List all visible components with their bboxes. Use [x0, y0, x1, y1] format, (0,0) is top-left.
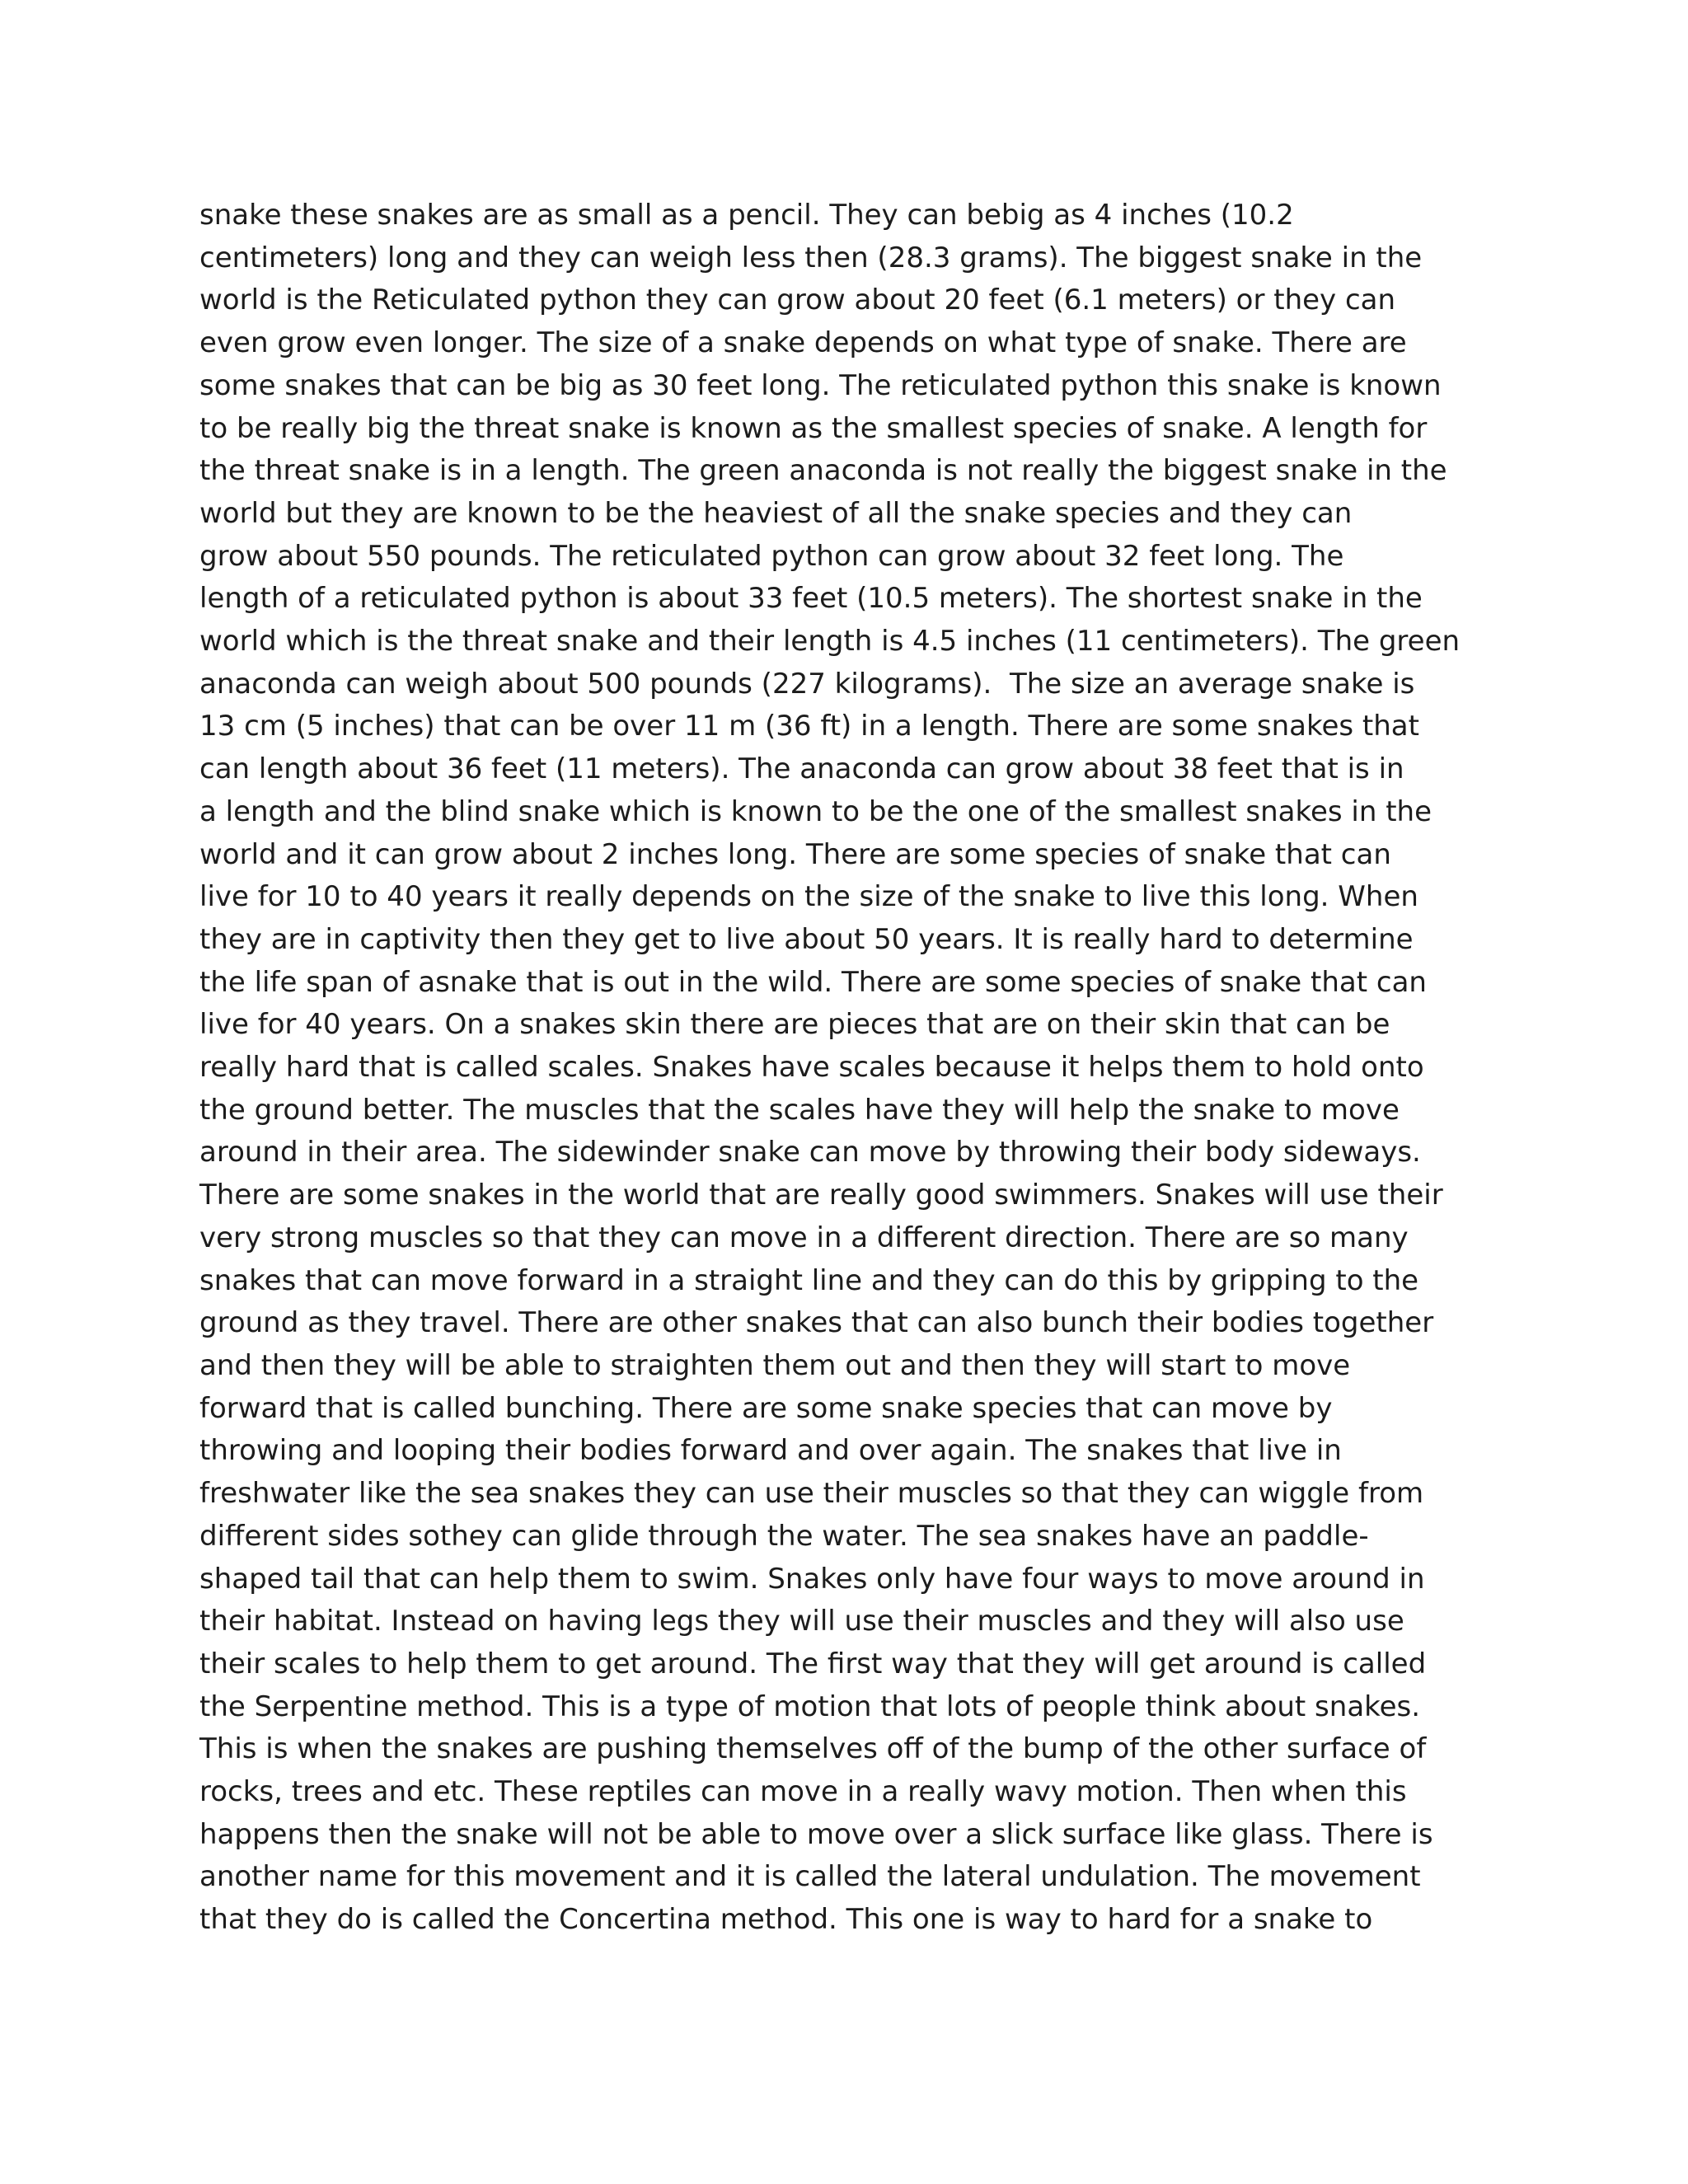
- text-line: different sides sothey can glide through the water. The sea snakes have an paddle-: [199, 1519, 1369, 1553]
- text-line: world but they are known to be the heaviest of all the snake species and they can: [199, 496, 1353, 530]
- text-line: around in their area. The sidewinder snake can move by throwing their body sideways.: [199, 1136, 1421, 1169]
- text-line: centimeters) long and they can weigh less then (28.3 grams). The biggest snake in the: [199, 241, 1423, 274]
- text-line: shaped tail that can help them to swim. Snakes only have four ways to move around in: [199, 1562, 1425, 1596]
- text-line: very strong muscles so that they can move in a different direction. There are so many: [199, 1221, 1409, 1254]
- text-line: freshwater like the sea snakes they can use their muscles so that they can wiggle from: [199, 1477, 1424, 1511]
- text-line: snakes that can move forward in a straight line and they can do this by gripping to the: [199, 1263, 1419, 1297]
- text-line: snake these snakes are as small as a pencil. They can bebig as 4 inches (10.2: [199, 199, 1294, 232]
- text-line: they are in captivity then they get to live about 50 years. It is really hard to determine: [199, 922, 1414, 956]
- text-line: can length about 36 feet (11 meters). The anaconda can grow about 38 feet that is in: [199, 752, 1404, 786]
- text-line: length of a reticulated python is about 33 feet (10.5 meters). The shortest snake in the: [199, 582, 1423, 616]
- text-line: world is the Reticulated python they can grow about 20 feet (6.1 meters) or they can: [199, 284, 1396, 317]
- text-line: There are some snakes in the world that are really good swimmers. Snakes will use their: [199, 1179, 1443, 1212]
- text-line: live for 10 to 40 years it really depends on the size of the snake to live this long. When: [199, 880, 1418, 914]
- text-line: live for 40 years. On a snakes skin there are pieces that are on their skin that can be: [199, 1008, 1390, 1042]
- text-line: to be really big the threat snake is known as the smallest species of snake. A length for: [199, 411, 1428, 445]
- text-line: the Serpentine method. This is a type of motion that lots of people think about snakes.: [199, 1690, 1421, 1723]
- text-line: even grow even longer. The size of a snake depends on what type of snake. There are: [199, 326, 1407, 360]
- text-line: another name for this movement and it is called the lateral undulation. The movement: [199, 1860, 1421, 1894]
- text-line: that they do is called the Concertina method. This one is way to hard for a snake to: [199, 1903, 1373, 1937]
- text-line: grow about 550 pounds. The reticulated python can grow about 32 feet long. The: [199, 539, 1344, 573]
- text-line: the life span of asnake that is out in the wild. There are some species of snake that can: [199, 965, 1427, 999]
- text-line: world and it can grow about 2 inches long. There are some species of snake that can: [199, 837, 1391, 871]
- body-paragraph: [199, 194, 1518, 1942]
- text-line: This is when the snakes are pushing themselves off of the bump of the other surface of: [199, 1732, 1427, 1766]
- text-line: some snakes that can be big as 30 feet long. The reticulated python this snake is known: [199, 368, 1442, 402]
- text-line: world which is the threat snake and their length is 4.5 inches (11 centimeters). The green: [199, 625, 1461, 658]
- text-line: 13 cm (5 inches) that can be over 11 m (36 ft) in a length. There are some snakes that: [199, 710, 1419, 743]
- text-line: the threat snake is in a length. The green anaconda is not really the biggest snake in the: [199, 454, 1447, 488]
- text-line: happens then the snake will not be able to move over a slick surface like glass. There is: [199, 1817, 1433, 1851]
- text-line: a length and the blind snake which is known to be the one of the smallest snakes in the: [199, 794, 1432, 828]
- text-line: their habitat. Instead on having legs they will use their muscles and they will also use: [199, 1605, 1404, 1638]
- text-line: the ground better. The muscles that the scales have they will help the snake to move: [199, 1093, 1400, 1127]
- text-line: and then they will be able to straighten them out and then they will start to move: [199, 1348, 1351, 1382]
- text-line: really hard that is called scales. Snakes have scales because it helps them to hold onto: [199, 1051, 1424, 1085]
- text-line: their scales to help them to get around. The first way that they will get around is called: [199, 1647, 1427, 1680]
- text-line: rocks, trees and etc. These reptiles can move in a really wavy motion. Then when this: [199, 1775, 1407, 1809]
- text-line: forward that is called bunching. There are some snake species that can move by: [199, 1391, 1333, 1425]
- text-line: anaconda can weigh about 500 pounds (227 kilograms). The size an average snake is: [199, 667, 1415, 701]
- text-line: throwing and looping their bodies forward and over again. The snakes that live in: [199, 1434, 1342, 1468]
- text-line: ground as they travel. There are other snakes that can also bunch their bodies together: [199, 1306, 1434, 1340]
